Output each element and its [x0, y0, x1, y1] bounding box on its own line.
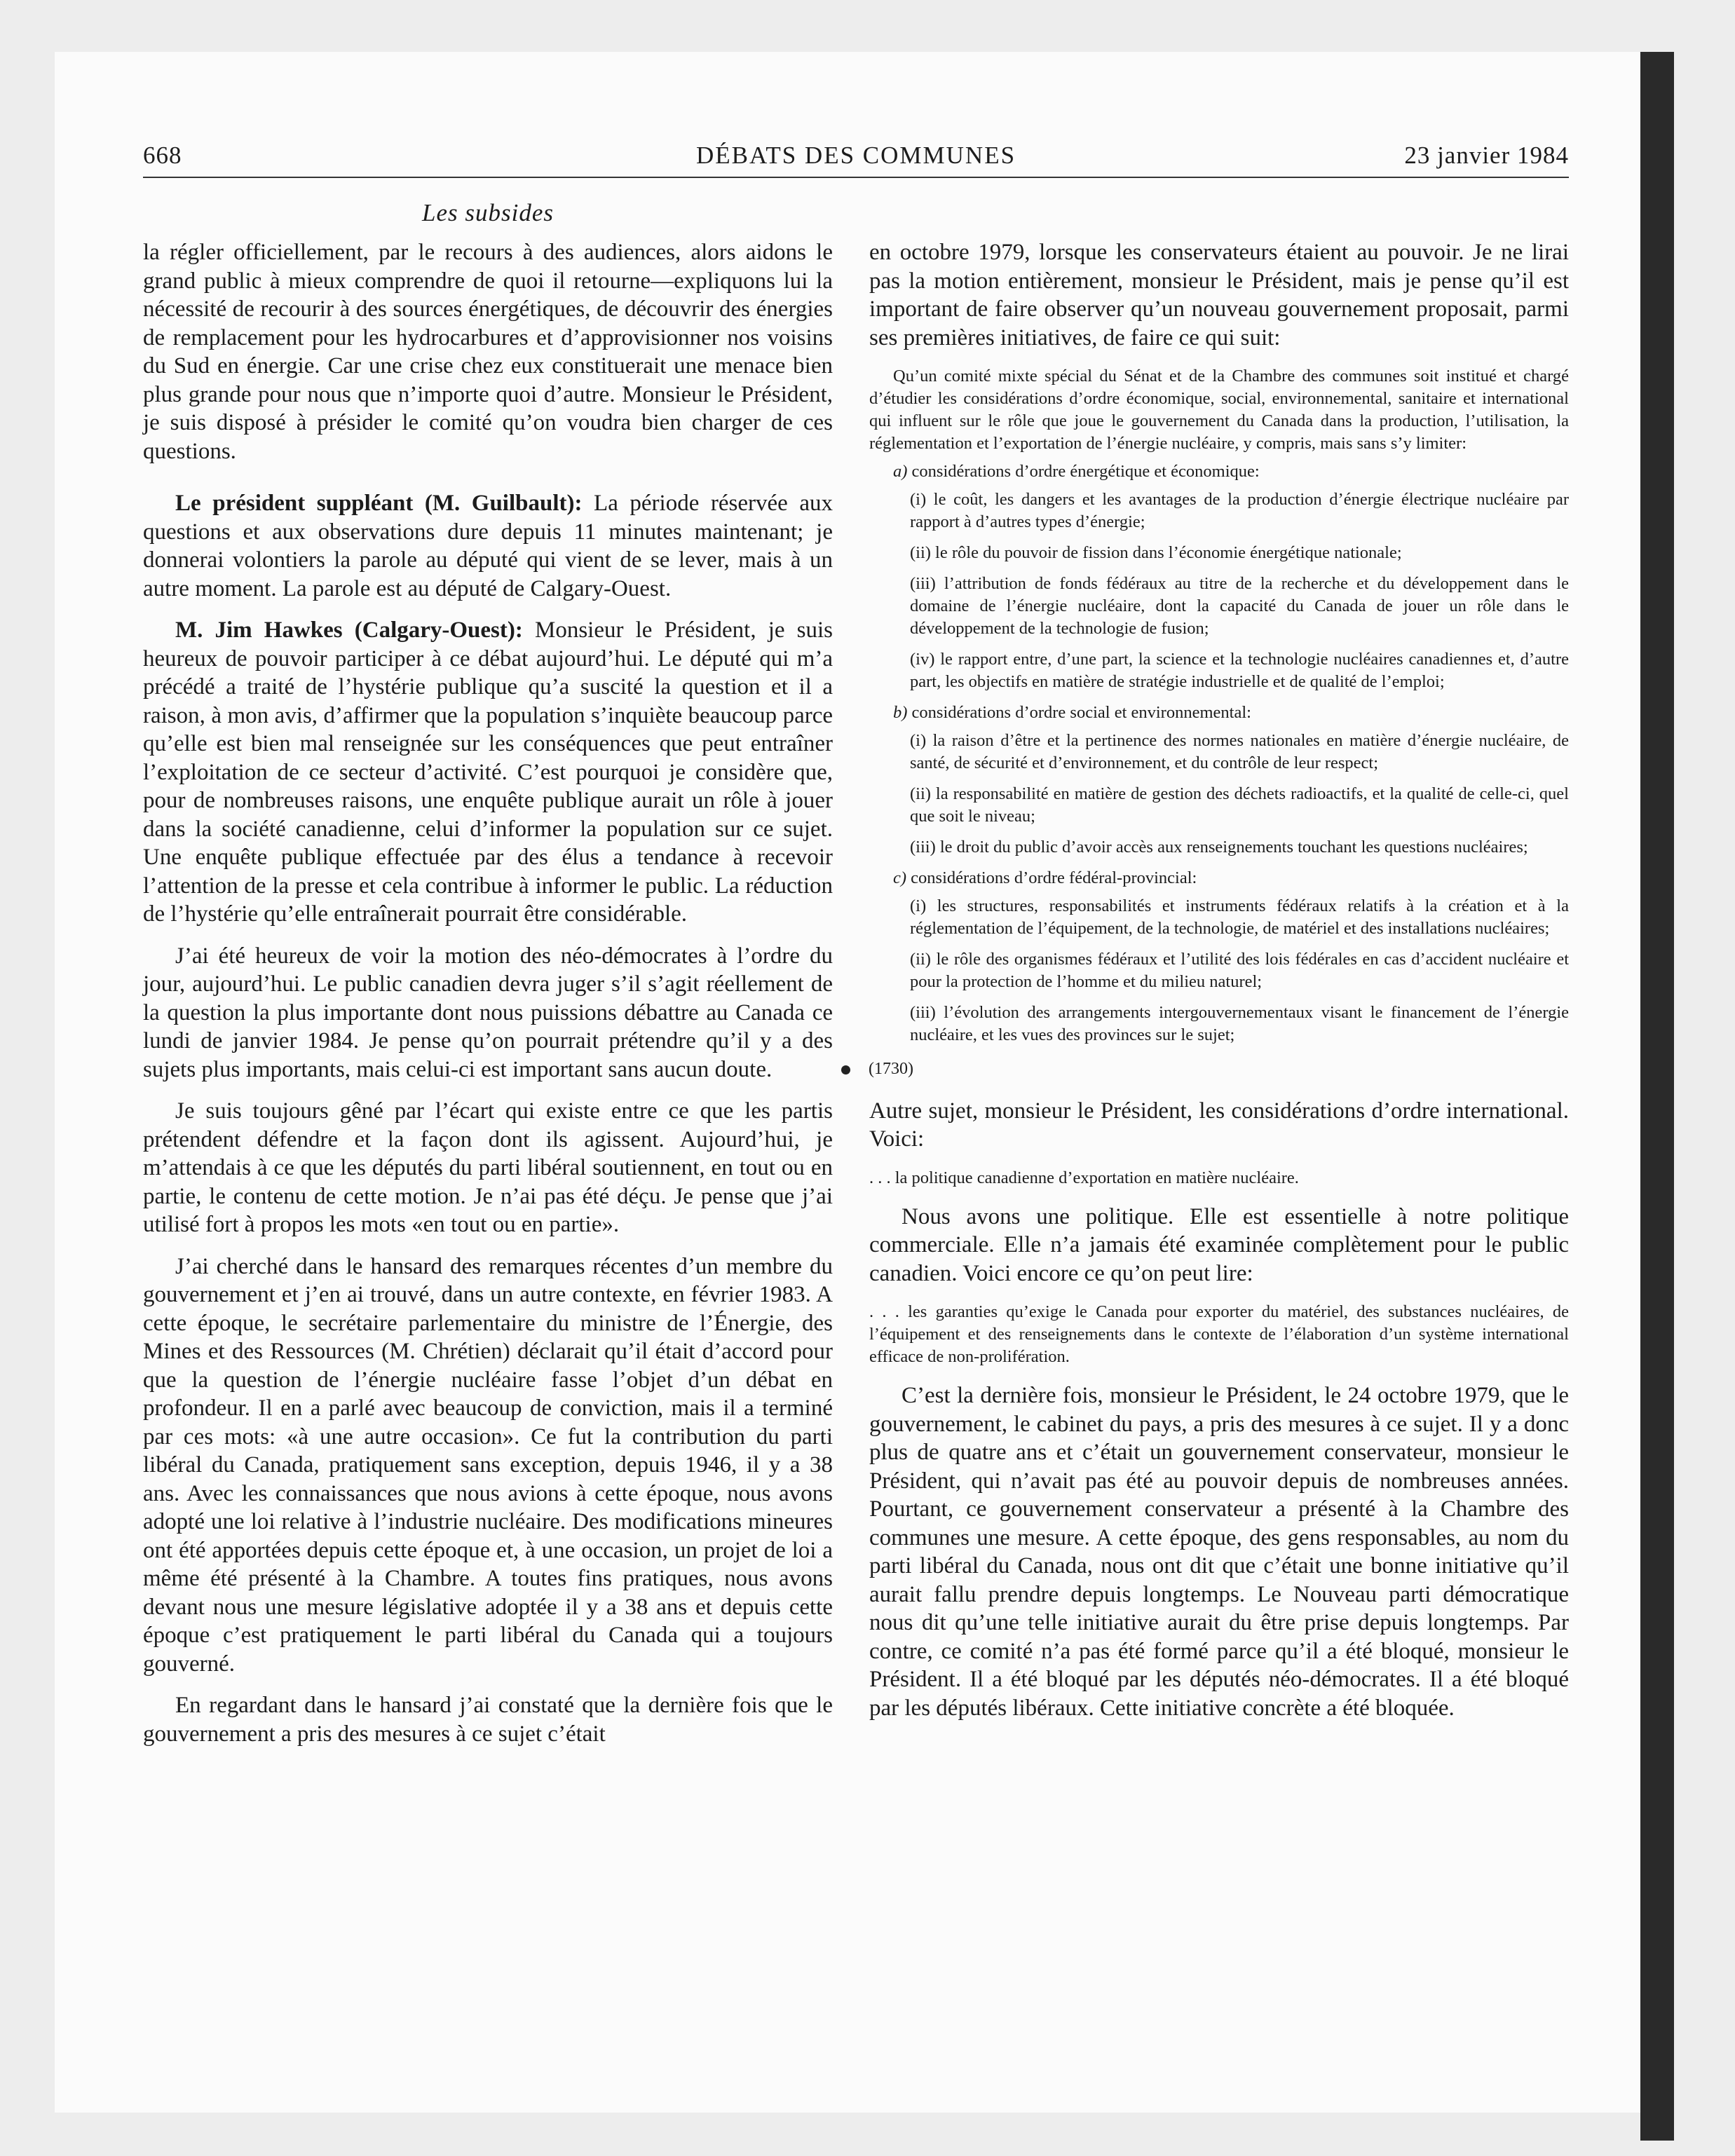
- publication-date: 23 janvier 1984: [1404, 142, 1569, 169]
- running-header: [143, 142, 1569, 178]
- speaker-name: Le président suppléant (M. Guilbault):: [175, 491, 583, 516]
- paragraph: Autre sujet, monsieur le Président, les considérations d’ordre international. Voici:: [869, 1098, 1569, 1152]
- quote-subitem: (i) la raison d’être et la pertinence des normes nationales en matière d’énergie nucléaire, de santé, de sécurité et d’environnement, et du contrôle de leur respect;: [910, 731, 1569, 772]
- paragraph: [143, 489, 833, 603]
- paragraph: En regardant dans le hansard j’ai constaté que la dernière fois que le gouvernement a pris des mesures à ce sujet c’était: [143, 1693, 833, 1747]
- quote-subitem: (iv) le rapport entre, d’une part, la science et la technologie nucléaires canadiennes et, d’autre part, les objectifs en matière de stratégie industrielle et de qualité de l’emploi;: [910, 650, 1569, 691]
- quote-intro: Qu’un comité mixte spécial du Sénat et de la Chambre des communes soit institué et chargé d’étudier les considérations d’ordre économique, social, environnemental, sanitaire et international qui influent sur le rôle que joue le gouvernement du Canada dans la production, l’utilisation, la réglementation et l’exportation de l’énergie nucléaire, y compris, mais sans s’y limiter:: [869, 367, 1569, 453]
- quote-subitem: (iii) le droit du public d’avoir accès aux renseignements touchant les questions nucléaires;: [910, 838, 1528, 857]
- paragraph: en octobre 1979, lorsque les conservateurs étaient au pouvoir. Je ne lirai pas la motion entièrement, monsieur le Président, mais je pense qu’il est important de faire observer qu’un nouveau gouvernement proposait, parmi ses premières initiatives, de faire ce qui suit:: [869, 240, 1569, 350]
- inline-quote: . . . les garanties qu’exige le Canada pour exporter du matériel, des substances nucléaires, de l’équipement et des renseignements dans le contexte de l’élaboration d’un système international efficace de non-prolifération.: [869, 1302, 1569, 1366]
- bullet-dot-icon: [841, 1065, 850, 1074]
- motion-quote: [869, 365, 1569, 1046]
- scan-edge-bar: [1640, 52, 1674, 2141]
- speech-text: Monsieur le Président, je suis heureux de pouvoir participer à ce débat aujourd’hui. Le député qui m’a précédé a traité de l’hystérie publique qu’a suscité la question et il a raison, à mon avis, d’affirmer que la population s’inquiète beaucoup parce qu’elle est bien mal renseignée sur les conséquences que peut entraîner l’exploitation de ce secteur d’activité. C’est pourquoi je considère que, pour de nombreuses raisons, une enquête publique aurait un rôle à jouer dans la société canadienne, celui d’informer la population sur ce sujet. Une enquête publique effectuée par des élus a tendance à recevoir l’attention de la presse et cela contribue à informer le public. La réduction de l’hystérie qu’elle entraînerait pourrait être considérable.: [143, 618, 833, 927]
- paragraph: Nous avons une politique. Elle est essentielle à notre politique commerciale. Elle n’a jamais été examinée complètement pour le public canadien. Voici encore ce qu’on peut lire:: [869, 1203, 1569, 1286]
- paragraph: C’est la dernière fois, monsieur le Président, le 24 octobre 1979, que le gouvernement, le cabinet du pays, a pris des mesures à ce sujet. Il y a donc plus de quatre ans et c’était un gouvernement conservateur, monsieur le Président, qui n’avait pas été au pouvoir depuis de nombreuses années. Pourtant, ce gouvernement conservateur a présenté à la Chambre des communes une mesure. A cette époque, des gens responsables, au nom du parti libéral du Canada, nous ont dit que c’était une bonne initiative qu’il aurait fallu prendre depuis longtemps. Le Nouveau parti démocratique nous dit qu’une telle initiative aurait du être prise depuis longtemps. Par contre, ce comité n’a pas été formé parce qu’il a été bloqué, monsieur le Président. Il a été bloqué par les députés néo-démocrates. Il a été bloqué par les députés libéraux. Cette initiative concrète a été bloquée.: [869, 1383, 1569, 1721]
- paragraph: [143, 616, 833, 929]
- speech-text: La période réservée aux questions et aux observations dure depuis 11 minutes maintenant; je donnerai volontiers la parole au député qui vient de se lever, mais à un autre moment. La parole est au député de Calgary-Ouest.: [143, 491, 833, 601]
- paragraph: J’ai cherché dans le hansard des remarques récentes d’un membre du gouvernement et j’en ai trouvé, dans un autre contexte, en février 1983. A cette époque, le secrétaire parlementaire du ministre de l’Énergie, des Mines et des Ressources (M. Chrétien) déclarait qu’il était d’accord pour que la question de l’énergie nucléaire fasse l’objet d’un débat en profondeur. Il en a parlé avec beaucoup de conviction, mais il a terminé par ces mots: «à une autre occasion». Ce fut la contribution du parti libéral du Canada, pratiquement sans exception, depuis 1946, il y a 38 ans. Avec les connaissances que nous avions à cette époque, nous avons adopté une loi relative à l’industrie nucléaire. Des modifications mineures ont été apportées depuis cette époque et, à une occasion, un projet de loi a même été présenté à la Chambre. A toutes fins pratiques, nous avons devant nous une mesure législative adoptée il y a 38 ans et depuis cette époque c’est pratiquement le parti libéral du Canada qui a toujours gouverné.: [143, 1253, 833, 1677]
- quote-item: b) considérations d’ordre social et environnemental:: [893, 703, 1251, 722]
- quote-item: c) considérations d’ordre fédéral-provincial:: [893, 868, 1197, 887]
- speaker-name: M. Jim Hawkes (Calgary-Ouest):: [175, 618, 523, 643]
- publication-title: DÉBATS DES COMMUNES: [695, 142, 1016, 169]
- quote-subitem: (i) les structures, responsabilités et instruments fédéraux relatifs à la création et à la réglementation de l’équipement, de la technologie, de matériel et des installations nucléaires;: [910, 896, 1569, 938]
- quote-subitem: (iii) l’évolution des arrangements intergouvernementaux visant le financement de l’énergie nucléaire, et les vues des provinces sur le sujet;: [910, 1003, 1569, 1044]
- quote-subitem: (iii) l’attribution de fonds fédéraux au titre de la recherche et du développement dans le domaine de l’énergie nucléaire, dont la capacité du Canada de jouer un rôle dans le développement de la technologie de fusion;: [910, 574, 1569, 638]
- paragraph: Je suis toujours gêné par l’écart qui existe entre ce que les partis prétendent défendre et la façon dont ils agissent. Aujourd’hui, je m’attendais à ce que les députés du parti libéral soutiennent, en tout ou en partie, le contenu de cette motion. Je n’ai pas été déçu. Je pense que j’ai utilisé fort à propos les mots «en tout ou en partie».: [143, 1098, 833, 1237]
- inline-quote: . . . la politique canadienne d’exportation en matière nucléaire.: [869, 1168, 1299, 1187]
- right-column: [869, 238, 1569, 1735]
- section-title: Les subsides: [422, 199, 554, 226]
- left-column: [143, 238, 833, 1761]
- paragraph: J’ai été heureux de voir la motion des néo-démocrates à l’ordre du jour, aujourd’hui. Le public canadien devra juger s’il s’agit réellement de la question la plus importante dont nous puissions débattre au Canada ce lundi de janvier 1984. Je pense qu’on pourrait prétendre qu’il y a des sujets plus importants, mais celui-ci est important sans aucun doute.: [143, 943, 833, 1082]
- quote-subitem: (i) le coût, les dangers et les avantages de la production d’énergie électrique nucléaire par rapport à d’autres types d’énergie;: [910, 490, 1569, 531]
- quote-item: a) considérations d’ordre énergétique et économique:: [893, 462, 1260, 481]
- time-marker: (1730): [841, 1055, 1541, 1084]
- quote-subitem: (ii) la responsabilité en matière de gestion des déchets radioactifs, et la qualité de celle-ci, quel que soit le niveau;: [910, 784, 1569, 826]
- page-number: 668: [143, 142, 182, 169]
- paragraph: la régler officiellement, par le recours à des audiences, alors aidons le grand public à mieux comprendre de quoi il retourne—expliquons lui la nécessité de recourir à des sources énergétiques, de découvrir des énergies de remplacement pour les hydrocarbures et d’approvisionner nos voisins du Sud en énergie. Car une crise chez eux constituerait une menace bien plus grande pour nous que n’importe quoi d’autre. Monsieur le Président, je suis disposé à présider le comité qu’on voudra bien charger de ces questions.: [143, 240, 833, 464]
- quote-subitem: (ii) le rôle du pouvoir de fission dans l’économie énergétique nationale;: [910, 543, 1402, 562]
- quote-subitem: (ii) le rôle des organismes fédéraux et l’utilité des lois fédérales en cas d’accident nucléaire et pour la protection de l’homme et du milieu naturel;: [910, 950, 1569, 991]
